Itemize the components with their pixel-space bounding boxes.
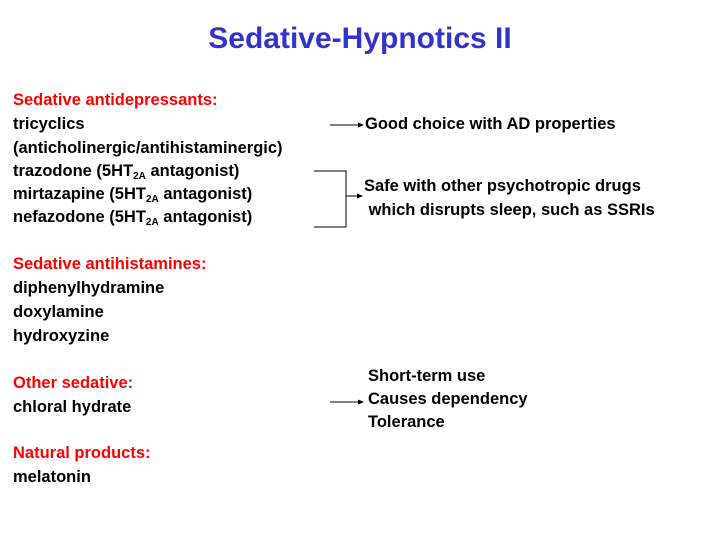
natural-products-heading: Natural products: [13, 444, 151, 462]
antihistamine-item: doxylamine [13, 303, 104, 321]
chloral-note: Causes dependency [368, 390, 528, 408]
nefazodone-suffix: antagonist) [158, 208, 253, 226]
nefazodone-text: nefazodone (5HT [13, 208, 146, 226]
antihistamine-item: hydroxyzine [13, 327, 110, 345]
chloral-hydrate-item: chloral hydrate [13, 398, 132, 416]
trazodone-text: trazodone (5HT [13, 162, 134, 180]
chloral-arrowhead [358, 400, 364, 405]
antihistamines-heading: Sedative antihistamines: [13, 255, 207, 273]
trazodone-subscript: 2A [133, 171, 146, 182]
antihistamine-item: diphenylhydramine [13, 279, 165, 297]
antagonist-note-line1: Safe with other psychotropic drugs [364, 177, 641, 195]
chloral-note: Tolerance [368, 413, 445, 431]
trazodone-suffix: antagonist) [145, 162, 240, 180]
melatonin-item: melatonin [13, 468, 91, 486]
tricyclics-detail: (anticholinergic/antihistaminergic) [13, 139, 283, 157]
tricyclics-arrowhead [358, 123, 364, 128]
tricyclics-item: tricyclics [13, 115, 85, 133]
slide-title: Sedative-Hypnotics II [208, 22, 512, 55]
antagonist-arrowhead [357, 194, 363, 199]
antidepressants-heading: Sedative antidepressants: [13, 91, 218, 109]
nefazodone-subscript: 2A [145, 217, 159, 228]
other-sedative-heading: Other sedative: [13, 374, 134, 392]
antagonist-note-line2: which disrupts sleep, such as SSRIs [364, 201, 655, 219]
mirtazapine-subscript: 2A [145, 194, 159, 205]
mirtazapine-suffix: antagonist) [158, 185, 253, 203]
antagonist-bracket [314, 171, 346, 227]
chloral-note: Short-term use [368, 367, 486, 385]
tricyclics-note: Good choice with AD properties [365, 115, 616, 133]
mirtazapine-text: mirtazapine (5HT [13, 185, 146, 203]
